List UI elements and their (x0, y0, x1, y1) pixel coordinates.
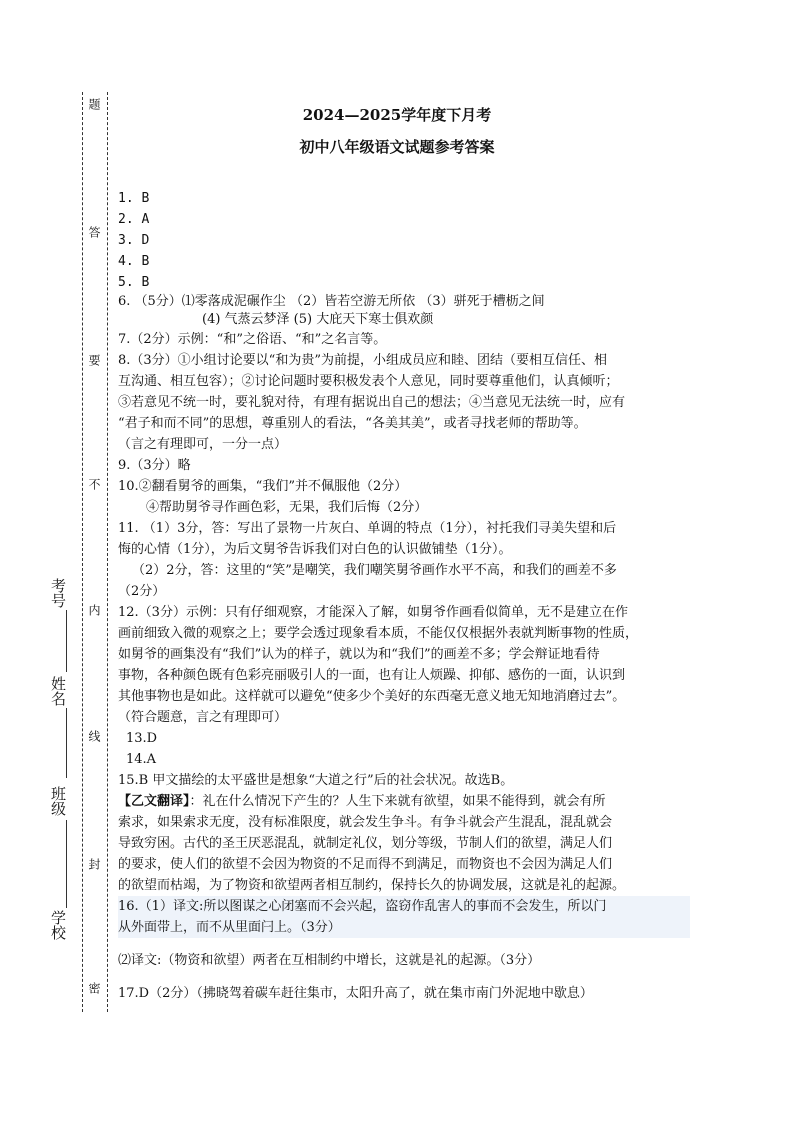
answer-line: 3. D (118, 233, 150, 248)
seal-char: 线 (87, 730, 101, 742)
answer-line: 13.D (126, 731, 158, 746)
seal-char: 要 (87, 354, 101, 366)
seal-char: 封 (87, 858, 101, 870)
answer-content (118, 188, 690, 1004)
name-label: 姓名 (49, 676, 67, 706)
answer-line: “君子和而不同”的思想，尊重别人的看法，“各美其美”，或者寻找老师的帮助等。 (118, 416, 587, 431)
seal-char: 答 (87, 226, 101, 238)
name-field[interactable] (66, 708, 67, 778)
seal-char: 题 (87, 98, 101, 110)
answer-line: 12.（3分）示例：只有仔细观察，才能深入了解，如舅爷作画看似简单，无不是建立在作 (118, 605, 628, 620)
class-field[interactable] (66, 820, 67, 908)
answer-line: 其他事物也是如此。这样就可以避免“使多少个美好的东西毫无意义地无知地消磨过去”。 (118, 689, 626, 704)
class-label: 班级 (49, 786, 67, 816)
translation-line: 的要求，使人们的欲望不会因为物资的不足而得不到满足，而物资也不会因为满足人们 (118, 857, 613, 872)
answer-line: 画前细致入微的观察之上；要学会透过现象看本质，不能仅仅根据外表就判断事物的性质， (118, 626, 639, 641)
answer-line: 1. B (118, 191, 150, 206)
answer-line: 4. B (118, 254, 150, 269)
q16-line: 16.（1）译文:所以图谋之心闭塞而不会兴起，盗窃作乱害人的事而不会发生，所以门 (118, 896, 690, 917)
q16-line: 从外面带上，而不从里面闩上。（3分） (118, 917, 690, 938)
translation-line (118, 791, 690, 812)
answer-line: 互沟通、相互包容）；②讨论问题时要积极发表个人意见，同时要尊重他们，认真倾听； (118, 374, 619, 389)
translation-label: 【乙文翻译】 (118, 794, 190, 809)
answer-line: 10.②翻看舅爷的画集，“我们”并不佩服他（2分） (118, 479, 408, 494)
answer-line: 15.B 甲文描绘的太平盛世是想象“大道之行”后的社会状况。故选B。 (118, 773, 514, 788)
answer-line: ③若意见不统一时，要礼貌对待，有理有据说出自己的想法；④当意见无法统一时，应有 (118, 395, 626, 410)
exam-number-field[interactable] (66, 610, 67, 672)
seal-char: 内 (87, 604, 101, 616)
exam-title: 2024—2025学年度下月考 (302, 106, 492, 124)
q16-part2-line: ⑵译文:（物资和欲望）两者在互相制约中增长，这就是礼的起源。（3分） (118, 953, 541, 968)
seal-char: 密 (87, 982, 101, 994)
answer-line: （2）2分，答：这里的“笑”是嘲笑，我们嘲笑舅爷画作水平不高，和我们的画差不多 (132, 563, 617, 578)
translation-text: ：礼在什么情况下产生的？人生下来就有欲望，如果不能得到，就会有所 (189, 794, 606, 809)
translation-line: 索求，如果索求无度，没有标准限度，就会发生争斗。有争斗就会产生混乱，混乱就会 (118, 815, 613, 830)
exam-number-label: 考号 (49, 578, 67, 608)
answer-line: ④帮助舅爷寻作画色彩，无果，我们后悔（2分） (146, 500, 428, 515)
translation-line: 的欲望而枯竭，为了物资和欲望两者相互制约，保持长久的协调发展，这就是礼的起源。 (118, 878, 626, 893)
answer-line: （2分） (118, 584, 166, 599)
answer-line: （符合题意，言之有理即可） (118, 710, 288, 725)
answer-line: 如舅爷的画集没有“我们”认为的样子，就以为和“我们”的画差不多；学会辩证地看待 (118, 647, 600, 662)
answer-line: 2. A (118, 212, 150, 227)
answer-line: 14.A (126, 752, 157, 767)
seal-char: 不 (87, 478, 101, 490)
answer-line: 9.（3分）略 (118, 458, 191, 473)
answer-line: 悔的心情（1分），为后文舅爷告诉我们对白色的认识做铺垫（1分）。 (118, 542, 512, 557)
q17-line: 17.D（2分）（拂晓驾着碳车赶往集市，太阳升高了，就在集市南门外泥地中歇息） (118, 986, 593, 1001)
answer-line: 8.（3分）①小组讨论要以“和为贵”为前提，小组成员应和睦、团结（要相互信任、相 (118, 353, 607, 368)
answer-line: (4) 气蒸云梦泽 (5) 大庇天下寒士俱欢颜 (202, 312, 434, 327)
seal-line-outer (82, 92, 83, 1012)
answer-line: 11. （1）3分，答：写出了景物一片灰白、单调的特点（1分），衬托我们寻美失望和后 (118, 521, 617, 536)
answer-line: 7.（2分）示例：“和”之俗语、“和”之名言等。 (118, 332, 387, 347)
exam-subtitle: 初中八年级语文试题参考答案 (299, 138, 495, 156)
answer-line: 事物，各种颜色既有色彩亮丽吸引人的一面，也有让人烦躁、抑郁、感伤的一面，认识到 (118, 668, 626, 683)
answer-line: （言之有理即可，一分一点） (118, 437, 288, 452)
seal-line-inner (107, 92, 108, 1012)
translation-line: 导致穷困。古代的圣王厌恶混乱，就制定礼仪，划分等级，节制人们的欲望，满足人们 (118, 836, 613, 851)
answer-line: 5. B (118, 275, 150, 290)
school-label: 学校 (49, 910, 67, 940)
answer-line: 6. （5分）⑴零落成泥碾作尘 （2）皆若空游无所依 （3）骈死于槽枥之间 (118, 294, 545, 309)
